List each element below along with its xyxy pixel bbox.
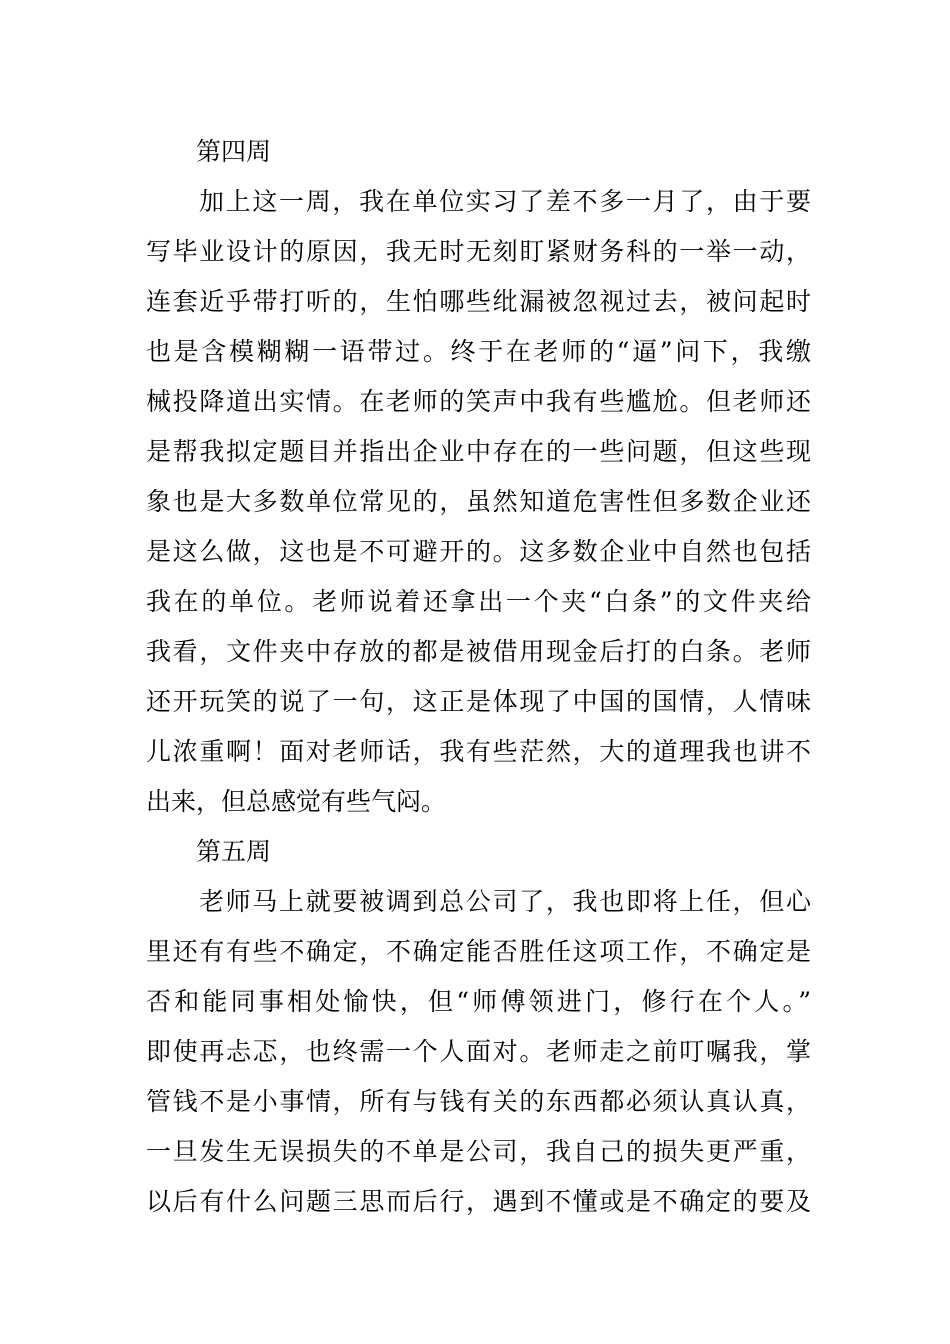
paragraph-line: 老师马上就要被调到总公司了，我也即将上任，但心	[199, 887, 811, 916]
section-paragraph-week-4	[146, 177, 811, 827]
paragraph-line: 连套近乎带打听的，生怕哪些纰漏被忽视过去，被问起时	[146, 287, 811, 316]
paragraph-line: 也是含模糊糊一语带过。终于在老师的“逼”问下，我缴	[146, 337, 811, 366]
document-body	[146, 127, 811, 1227]
paragraph-line: 我看，文件夹中存放的都是被借用现金后打的白条。老师	[146, 637, 811, 666]
section-heading-week-5: 第五周	[196, 837, 272, 866]
paragraph-line: 儿浓重啊！面对老师话，我有些茫然，大的道理我也讲不	[146, 737, 811, 766]
paragraph-line: 出来，但总感觉有些气闷。	[146, 787, 447, 816]
paragraph-line: 加上这一周，我在单位实习了差不多一月了，由于要	[199, 187, 811, 216]
paragraph-line: 以后有什么问题三思而后行，遇到不懂或是不确定的要及	[146, 1187, 811, 1216]
paragraph-line: 里还有有些不确定，不确定能否胜任这项工作，不确定是	[146, 937, 811, 966]
section-paragraph-week-5	[146, 877, 811, 1227]
paragraph-line: 一旦发生无误损失的不单是公司，我自己的损失更严重，	[146, 1137, 811, 1166]
paragraph-line: 即使再忐忑，也终需一个人面对。老师走之前叮嘱我，掌	[146, 1037, 811, 1066]
section-heading-week-4: 第四周	[196, 137, 272, 166]
paragraph-line: 是这么做，这也是不可避开的。这多数企业中自然也包括	[146, 537, 811, 566]
paragraph-line: 我在的单位。老师说着还拿出一个夹“白条”的文件夹给	[146, 587, 811, 616]
paragraph-line: 写毕业设计的原因，我无时无刻盯紧财务科的一举一动，	[146, 237, 811, 266]
paragraph-line: 是帮我拟定题目并指出企业中存在的一些问题，但这些现	[146, 437, 811, 466]
paragraph-line: 还开玩笑的说了一句，这正是体现了中国的国情，人情味	[146, 687, 811, 716]
paragraph-line: 管钱不是小事情，所有与钱有关的东西都必须认真认真，	[146, 1087, 811, 1116]
paragraph-line: 否和能同事相处愉快，但“师傅领进门，修行在个人。”	[146, 987, 811, 1016]
paragraph-line: 象也是大多数单位常见的，虽然知道危害性但多数企业还	[146, 487, 811, 516]
paragraph-line: 械投降道出实情。在老师的笑声中我有些尴尬。但老师还	[146, 387, 811, 416]
